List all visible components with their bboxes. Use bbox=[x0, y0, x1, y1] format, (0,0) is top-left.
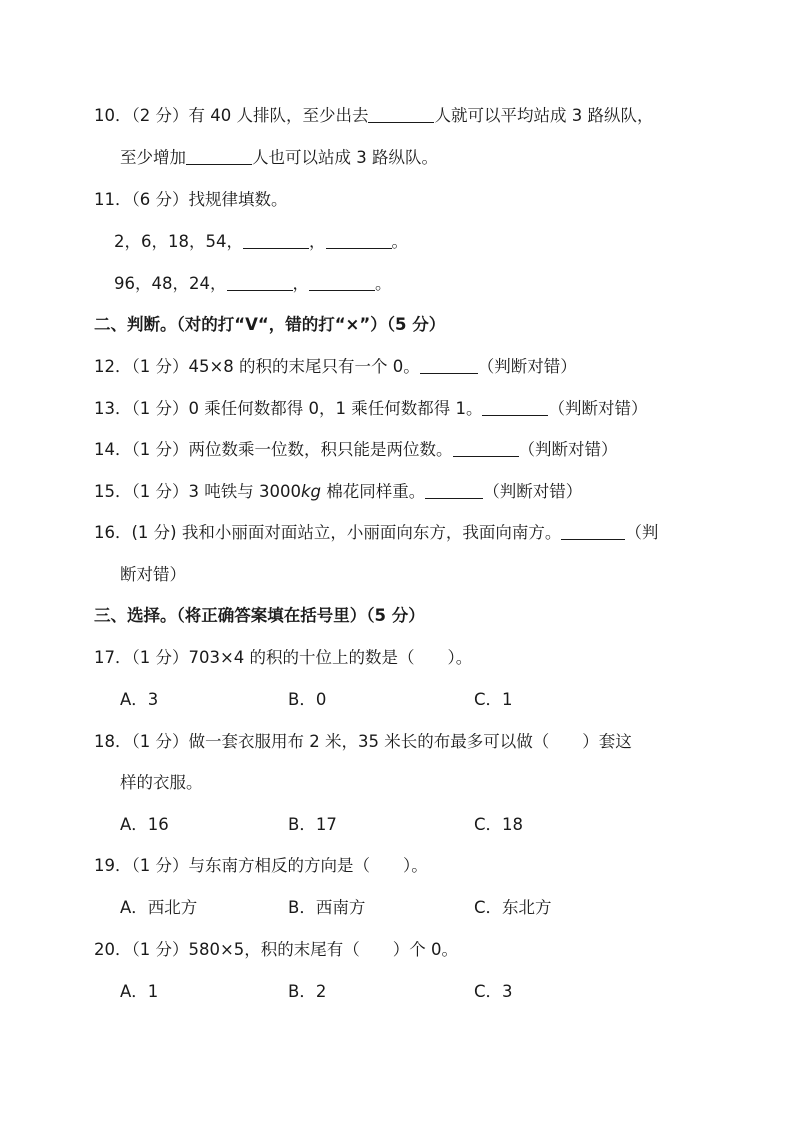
question-16-tail: （判 bbox=[625, 523, 659, 542]
option-a[interactable]: A．3 bbox=[120, 690, 159, 709]
question-17-stem: 17．（1 分）703×4 的积的十位上的数是（ ）。 bbox=[94, 648, 473, 667]
question-14-text: 14．（1 分）两位数乘一位数，积只能是两位数。 bbox=[94, 440, 453, 459]
question-11-sequence-2 bbox=[114, 272, 392, 296]
option-b[interactable]: B．0 bbox=[288, 690, 327, 709]
option-a[interactable]: A．16 bbox=[120, 815, 169, 834]
question-10-mid: 人就可以平均站成 3 路纵队， bbox=[434, 106, 654, 125]
comma: ， bbox=[292, 274, 309, 293]
question-19-stem: 19．（1 分）与东南方相反的方向是（ ）。 bbox=[94, 856, 428, 875]
answer-blank[interactable] bbox=[326, 232, 392, 249]
question-15 bbox=[94, 480, 582, 504]
option-b[interactable]: B．2 bbox=[288, 982, 327, 1001]
judge-suffix: （判断对错） bbox=[477, 357, 577, 376]
question-11-sequence-1 bbox=[114, 230, 408, 254]
answer-blank[interactable] bbox=[243, 232, 309, 249]
question-10-text: 至少增加 bbox=[120, 148, 186, 167]
period: 。 bbox=[375, 274, 392, 293]
question-10-prefix: 10．（2 分）有 40 人排队，至少出去 bbox=[94, 106, 369, 125]
question-12-text: 12．（1 分）45×8 的积的末尾只有一个 0。 bbox=[94, 357, 420, 376]
judge-suffix: （判断对错） bbox=[483, 482, 583, 501]
answer-blank[interactable] bbox=[561, 523, 625, 540]
question-14 bbox=[94, 438, 618, 462]
answer-blank[interactable] bbox=[368, 106, 434, 123]
option-c[interactable]: C．3 bbox=[474, 982, 513, 1001]
answer-blank[interactable] bbox=[309, 274, 375, 291]
answer-blank[interactable] bbox=[186, 148, 252, 165]
option-c[interactable]: C．18 bbox=[474, 815, 524, 834]
question-10-line-1 bbox=[94, 104, 653, 128]
answer-blank[interactable] bbox=[227, 274, 293, 291]
answer-blank[interactable] bbox=[482, 399, 548, 416]
question-16-text: 16．(1 分) 我和小丽面对面站立，小丽面向东方，我面向南方。 bbox=[94, 523, 562, 542]
question-15-text: 棉花同样重。 bbox=[321, 482, 426, 501]
question-10-text: 人也可以站成 3 路纵队。 bbox=[252, 148, 438, 167]
question-13 bbox=[94, 397, 647, 421]
question-16-line-1 bbox=[94, 521, 658, 545]
judge-suffix: （判断对错） bbox=[518, 440, 618, 459]
judge-suffix: （判断对错） bbox=[548, 399, 648, 418]
question-15-text: 15．（1 分）3 吨铁与 3000 bbox=[94, 482, 301, 501]
option-a[interactable]: A．1 bbox=[120, 982, 159, 1001]
section-3-heading: 三、选择。（将正确答案填在括号里）（5 分） bbox=[94, 606, 425, 625]
question-18-stem-2: 样的衣服。 bbox=[120, 773, 203, 792]
question-13-text: 13．（1 分）0 乘任何数都得 0，1 乘任何数都得 1。 bbox=[94, 399, 483, 418]
question-20-stem: 20．（1 分）580×5，积的末尾有（ ）个 0。 bbox=[94, 940, 459, 959]
option-a[interactable]: A．西北方 bbox=[120, 898, 198, 917]
comma: ， bbox=[309, 232, 326, 251]
option-b[interactable]: B．17 bbox=[288, 815, 337, 834]
section-2-heading: 二、判断。（对的打“V“，错的打“×”）（5 分） bbox=[94, 315, 446, 334]
unit-kg: kg bbox=[300, 482, 321, 501]
period: 。 bbox=[391, 232, 408, 251]
option-c[interactable]: C．东北方 bbox=[474, 898, 552, 917]
question-16-line-2: 断对错） bbox=[120, 565, 186, 584]
sequence-text: 2，6，18，54， bbox=[114, 232, 243, 251]
option-b[interactable]: B．西南方 bbox=[288, 898, 366, 917]
answer-blank[interactable] bbox=[420, 357, 478, 374]
sequence-text: 96，48，24， bbox=[114, 274, 227, 293]
question-18-stem: 18．（1 分）做一套衣服用布 2 米，35 米长的布最多可以做（ ）套这 bbox=[94, 732, 632, 751]
question-11-title: 11．（6 分）找规律填数。 bbox=[94, 190, 288, 209]
question-12 bbox=[94, 355, 577, 379]
option-c[interactable]: C．1 bbox=[474, 690, 513, 709]
question-10-line-2 bbox=[120, 146, 438, 170]
answer-blank[interactable] bbox=[453, 440, 519, 457]
answer-blank[interactable] bbox=[425, 482, 483, 499]
